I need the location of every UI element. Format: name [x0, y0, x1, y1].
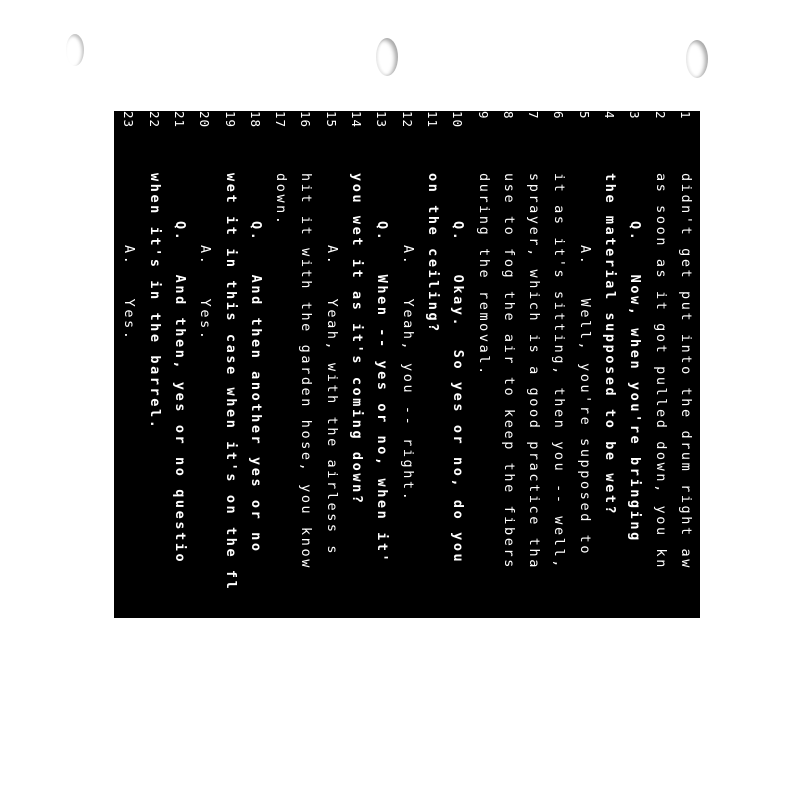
punch-hole-left [66, 34, 84, 66]
transcript-line [496, 111, 521, 811]
line-number: 19 [222, 111, 238, 129]
line-number: 14 [349, 111, 365, 129]
transcript-line [344, 111, 369, 811]
line-text: on the ceiling? [425, 173, 441, 334]
line-text: it as it's sitting, then you -- well, [551, 173, 568, 570]
transcript-line [319, 111, 344, 811]
transcript-line [622, 111, 647, 811]
line-number: 20 [197, 111, 213, 129]
line-text: hit it with the garden hose, you know [298, 173, 315, 570]
line-number: 21 [172, 111, 187, 129]
transcript-line [369, 111, 394, 811]
transcript-line [91, 111, 116, 811]
line-number: 1 [678, 111, 693, 120]
transcript-line [547, 111, 572, 811]
line-text: Q. And then, yes or no questio [172, 221, 188, 565]
line-text: use to fog the air to keep the fibers [500, 173, 517, 570]
line-text: A. Yeah, with the airless s [323, 245, 340, 557]
punch-hole-center [376, 38, 398, 76]
line-number: 6 [551, 111, 567, 120]
line-text: as soon as it got pulled down, you kn [652, 173, 669, 570]
line-number: 24 [96, 111, 112, 129]
transcript-line [218, 111, 243, 811]
transcript-line [648, 111, 673, 811]
transcript-line [243, 111, 268, 811]
line-number: 8 [500, 111, 516, 120]
transcript-body [96, 111, 700, 618]
line-text: you wet it as it's coming down? [349, 173, 366, 506]
line-text: sprayer, which is a good practice tha [526, 173, 543, 570]
line-text: during the removal. [475, 173, 492, 377]
punch-hole-right [686, 40, 708, 78]
line-text: Q. When -- yes or no, when it' [374, 221, 391, 565]
line-number: 2 [652, 111, 668, 120]
line-text: A. Yes. [121, 245, 138, 342]
line-number: 10 [450, 111, 466, 129]
line-number: 13 [374, 111, 390, 129]
line-text: A. Yes. [197, 245, 214, 342]
transcript-line [167, 111, 192, 811]
line-number: 23 [121, 111, 137, 129]
line-text: Q. And then another yes or no [247, 221, 264, 554]
line-number: 9 [475, 111, 491, 120]
line-text: wet it in this case when it's on the fl [222, 173, 239, 592]
line-number: 16 [298, 111, 314, 129]
line-text: Q. And you're supposed to keep [96, 221, 113, 565]
transcript-line [420, 111, 445, 811]
transcript-line [116, 111, 141, 811]
line-text: when it's in the barrel. [146, 173, 163, 431]
line-text: down. [273, 173, 290, 227]
line-number: 3 [627, 111, 643, 120]
transcript-line [395, 111, 420, 811]
transcript-line [142, 111, 167, 811]
transcript-line [192, 111, 217, 811]
transcript-line [597, 111, 622, 811]
line-number: 22 [146, 111, 162, 129]
transcript-line [521, 111, 546, 811]
line-number: 7 [526, 111, 542, 120]
line-number: 17 [273, 111, 289, 129]
line-number: 18 [247, 111, 263, 129]
line-text: A. Yeah, you -- right. [399, 245, 416, 503]
line-text: Q. Okay. So yes or no, do you [450, 221, 467, 565]
line-text: Q. Now, when you're bringing [627, 221, 644, 543]
line-number: 11 [425, 111, 440, 129]
line-number: 12 [399, 111, 415, 129]
transcript-line [268, 111, 293, 811]
line-text: didn't get put into the drum right aw [678, 173, 694, 570]
transcript-line [572, 111, 597, 811]
line-number: 15 [323, 111, 339, 129]
transcript-line [471, 111, 496, 811]
line-number: 4 [602, 111, 618, 120]
line-text: A. Well, you're supposed to [576, 245, 593, 557]
line-number: 5 [576, 111, 592, 120]
transcript-line [445, 111, 470, 811]
transcript-line [673, 111, 698, 811]
transcript-line [294, 111, 319, 811]
line-text: the material supposed to be wet? [602, 173, 619, 517]
transcript-page [96, 111, 700, 618]
